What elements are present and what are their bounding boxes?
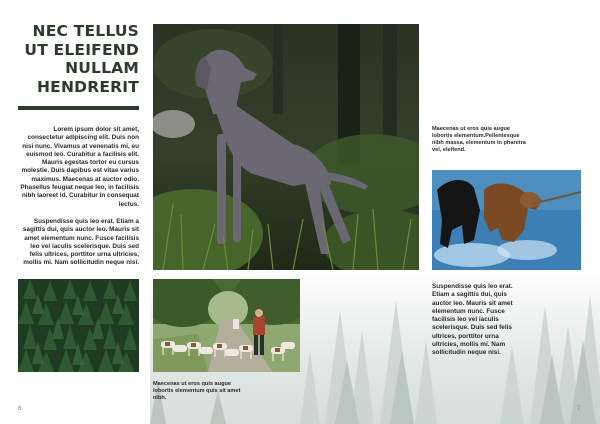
caption-dogs-in-water: Maecenas ut eros quis augue lobortis elementum.Pellentesque nibh massa, elementum in pharetra vel, eleifend. — [432, 126, 526, 153]
pine-forest-photo — [18, 279, 139, 372]
headline-rule — [18, 106, 139, 110]
hunter-with-hounds-photo — [153, 279, 300, 372]
headline: NEC TELLUS UT ELEIFEND NULLAM HENDRERIT — [24, 22, 139, 96]
dogs-in-water-photo — [432, 170, 581, 270]
page-number-left: 6 — [18, 406, 22, 412]
left-paragraph-2: Suspendisse quis leo erat. Etiam a sagittis dui, quis auctor leo. Mauris sit amet elementum nunc. Fusce facilisis leo vel iaculis scelerisque. Duis sed felis ultrices, porttitor urna ultricies, mollis mi. Nam sollicitudin neque nisi. — [22, 218, 139, 267]
left-paragraph-1: Lorem ipsum dolor sit amet, consectetur adipiscing elit. Duis non nisi nunc. Vivamus at venenatis mi, eu euismod leo. Curabitur a facilisis elit. Mauris egestas tortor eu cursus molestie. Duis dapibus est vitae varius maximus. Maecenas at auctor odio. Phasellus feugiat neque leo, in facilisis nibh laoreet id. Curabitur in consequat lectus. — [20, 126, 139, 208]
caption-hunting-scene: Maecenas ut eros quis augue lobortis elementum quis sit amet nibh. — [153, 381, 241, 401]
page-number-right: 7 — [577, 406, 581, 412]
weimaraner-dog-photo — [153, 24, 419, 270]
right-paragraph: Suspendisse quis leo erat. Etiam a sagittis dui, quis auctor leo. Mauris sit amet elementum nunc. Fusce facilisis leo vel iaculis scelerisque. Duis sed felis ultrices, porttitor urna ultricies, mollis mi. Nam sollicitudin neque nisi. — [432, 283, 513, 357]
